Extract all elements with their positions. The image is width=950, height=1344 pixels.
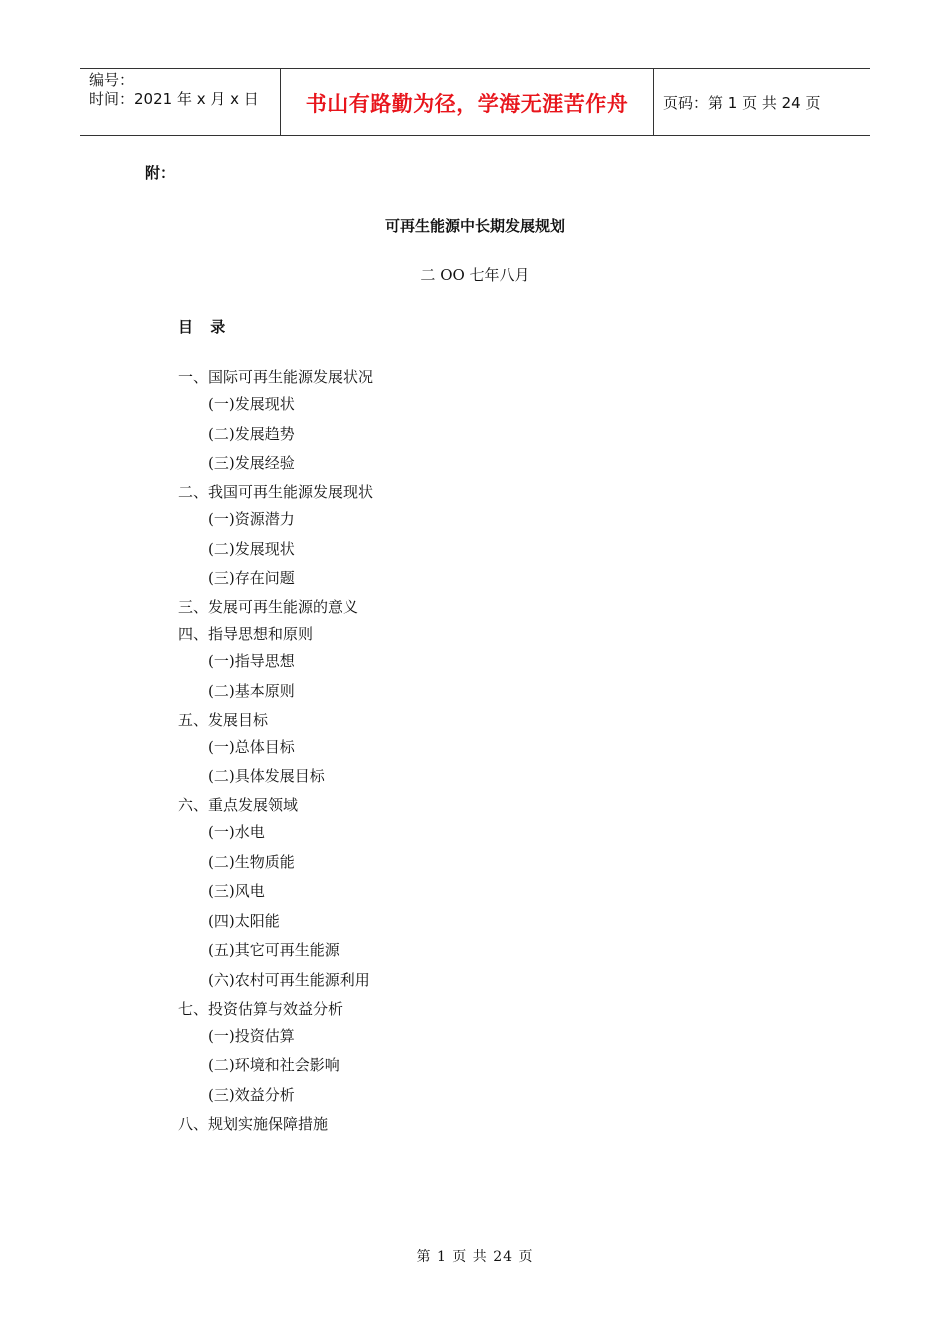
toc-subsection-item: (五)其它可再生能源: [208, 941, 340, 959]
toc-subsection-item: (三)风电: [208, 882, 265, 900]
toc-subsection-item: (二)基本原则: [208, 681, 295, 700]
toc-section-item: 三、发展可再生能源的意义: [178, 598, 359, 616]
toc-subsection-item: (二)生物质能: [208, 852, 295, 871]
header-table: [80, 68, 870, 136]
toc-subsection-item: (一)水电: [208, 823, 265, 841]
toc-subsection-item: (三)存在问题: [208, 569, 295, 587]
toc-subsection-item: (四)太阳能: [208, 911, 280, 930]
header-page-cell: [654, 69, 870, 135]
toc-subsection-item: (一)投资估算: [208, 1026, 295, 1045]
time-label: 时间：2021 年 x 月 x 日: [89, 90, 259, 108]
toc-section-item: 二、我国可再生能源发展现状: [178, 483, 374, 501]
toc-subsection-item: (一)总体目标: [208, 737, 295, 756]
header-meta-cell: [80, 69, 281, 135]
toc-section-item: 七、投资估算与效益分析: [178, 999, 344, 1018]
number-label: 编号：: [89, 71, 135, 89]
toc-section-item: 六、重点发展领域: [178, 796, 299, 814]
toc-section-item: 八、规划实施保障措施: [178, 1114, 329, 1133]
document-title: 可再生能源中长期发展规划: [384, 217, 565, 235]
toc-subsection-item: (二)环境和社会影响: [208, 1056, 340, 1074]
toc-subsection-item: (三)发展经验: [208, 454, 295, 472]
toc-subsection-item: (二)发展现状: [208, 539, 295, 558]
page-label: 页码：第 1 页 共 24 页: [663, 93, 821, 112]
toc-subsection-item: (一)资源潜力: [208, 510, 295, 528]
attachment-label: 附：: [145, 164, 176, 182]
toc-section-item: 一、国际可再生能源发展状况: [178, 368, 374, 386]
toc-section-item: 四、指导思想和原则: [178, 625, 314, 643]
toc-heading: 目 录: [178, 318, 232, 336]
toc-subsection-item: (六)农村可再生能源利用: [208, 970, 370, 989]
document-date: 二 OO 七年八月: [420, 266, 530, 284]
toc-subsection-item: (二)具体发展目标: [208, 767, 325, 785]
page-footer: 第 1 页 共 24 页: [416, 1249, 534, 1265]
toc-subsection-item: (一)发展现状: [208, 395, 295, 413]
toc-section-item: 五、发展目标: [178, 710, 269, 729]
toc-subsection-item: (三)效益分析: [208, 1085, 295, 1104]
motto-text: 书山有路勤为径，学海无涯苦作舟: [305, 92, 629, 116]
header-motto-cell: [281, 69, 654, 135]
toc-subsection-item: (二)发展趋势: [208, 424, 295, 443]
toc-subsection-item: (一)指导思想: [208, 652, 295, 670]
